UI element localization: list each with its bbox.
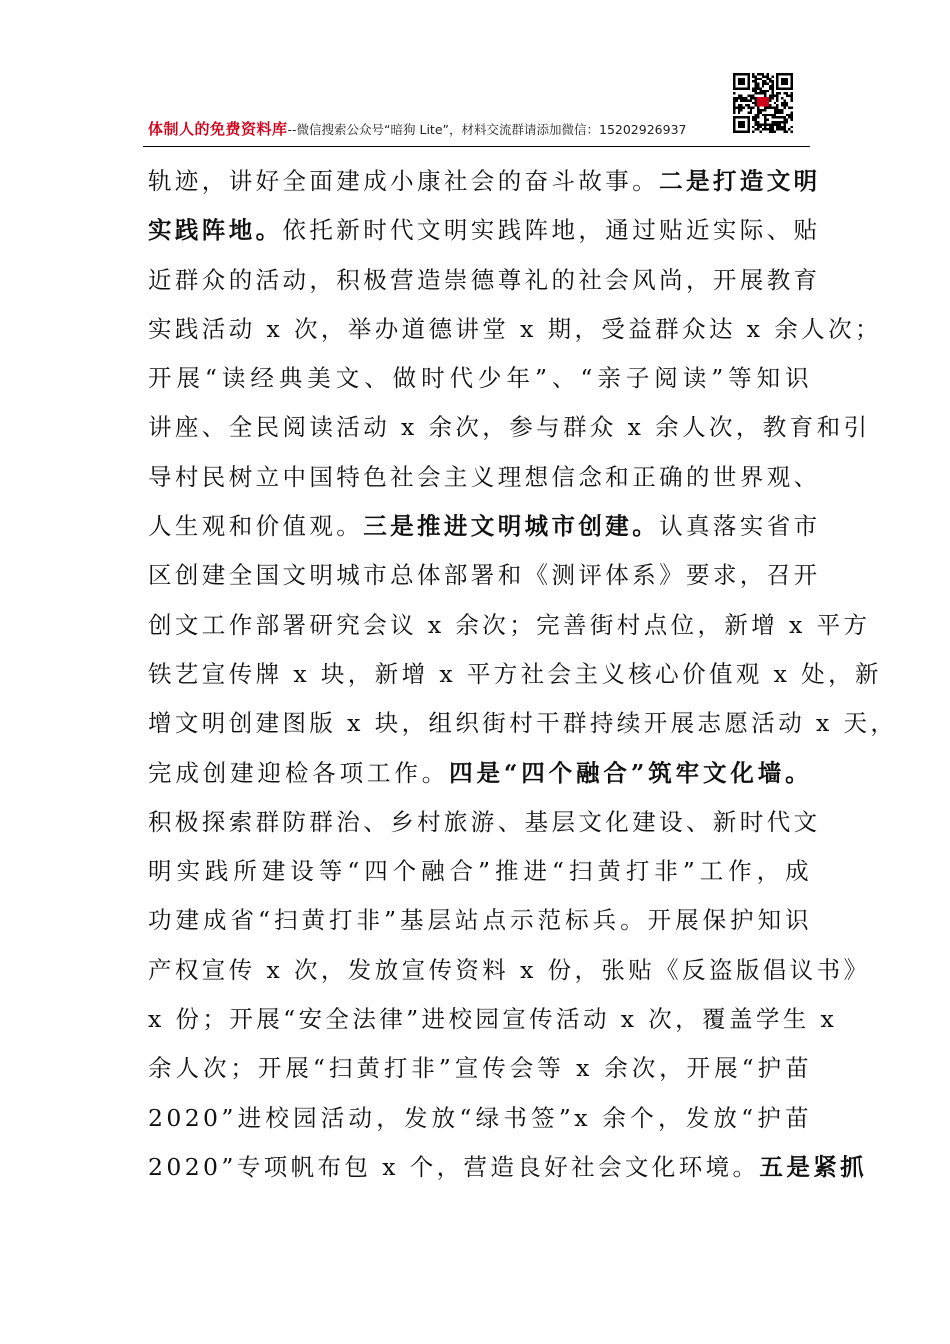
qr-module (771, 83, 773, 85)
qr-module (764, 92, 766, 94)
qr-module (779, 121, 781, 123)
qr-module (779, 109, 781, 111)
qr-module (788, 116, 790, 118)
qr-module (755, 99, 757, 101)
qr-module (791, 114, 793, 116)
qr-module (738, 109, 740, 111)
qr-module (762, 73, 764, 75)
qr-module (755, 87, 757, 89)
text-line: 增文明创建图版 x 块，组织街村干群持续开展志愿活动 x 天， (148, 709, 898, 738)
qr-module (781, 128, 783, 130)
qr-module (745, 97, 747, 99)
qr-module (783, 107, 785, 109)
qr-module (757, 116, 759, 118)
qr-module (769, 123, 771, 125)
qr-module (791, 119, 793, 121)
header-note: --微信搜索公众号“暗狗 Lite”，材料交流群请添加微信：15202926937 (287, 122, 687, 137)
qr-module (771, 87, 773, 89)
qr-module (759, 109, 761, 111)
qr-module (767, 119, 769, 121)
qr-module (769, 85, 771, 87)
qr-module (771, 128, 773, 130)
qr-module (771, 123, 773, 125)
qr-module (755, 102, 757, 104)
qr-module (738, 111, 740, 113)
qr-module (747, 104, 749, 106)
qr-module (757, 109, 759, 111)
qr-module (769, 97, 771, 99)
qr-module (781, 97, 783, 99)
qr-module (762, 109, 764, 111)
qr-module (757, 126, 759, 128)
qr-module (786, 92, 788, 94)
qr-module (767, 73, 769, 75)
qr-module (776, 128, 778, 130)
qr-module (767, 78, 769, 80)
qr-module (752, 131, 754, 133)
qr-module (755, 123, 757, 125)
qr-module (783, 123, 785, 125)
qr-module (767, 128, 769, 130)
qr-module (791, 92, 793, 94)
qr-module (788, 128, 790, 130)
qr-module (771, 121, 773, 123)
qr-module (762, 83, 764, 85)
qr-module (779, 92, 781, 94)
qr-module (755, 114, 757, 116)
qr-module (786, 131, 788, 133)
qr-module (752, 90, 754, 92)
qr-module (759, 111, 761, 113)
qr-module (757, 114, 759, 116)
qr-module (743, 97, 745, 99)
qr-module (755, 83, 757, 85)
qr-module (776, 109, 778, 111)
qr-module (750, 95, 752, 97)
qr-module (747, 107, 749, 109)
text-line: 2020”进校园活动，发放“绿书签”x 余个，发放“护苗 (148, 1103, 812, 1132)
text-line: 实践活动 x 次，举办道德讲堂 x 期，受益群众达 x 余人次； (148, 314, 882, 343)
qr-module (745, 99, 747, 101)
qr-module (769, 131, 771, 133)
qr-module (762, 90, 764, 92)
qr-module (752, 97, 754, 99)
text-line: 实践阵地。依托新时代文明实践阵地，通过贴近实际、贴 (148, 216, 821, 245)
qr-module (783, 131, 785, 133)
text-line: 人生观和价值观。三是推进文明城市创建。认真落实省市 (148, 512, 821, 541)
qr-module (759, 126, 761, 128)
qr-module (786, 119, 788, 121)
qr-module (764, 83, 766, 85)
qr-module (752, 119, 754, 121)
qr-module (759, 87, 761, 89)
qr-module (752, 102, 754, 104)
qr-module (786, 121, 788, 123)
qr-module (791, 111, 793, 113)
qr-module (764, 75, 766, 77)
qr-module (779, 128, 781, 130)
qr-module (735, 99, 737, 101)
qr-module (733, 111, 735, 113)
qr-module (757, 128, 759, 130)
qr-module (764, 126, 766, 128)
qr-module (757, 85, 759, 87)
qr-module (776, 97, 778, 99)
text-line: 导村民树立中国特色社会主义理想信念和正确的世界观、 (148, 462, 821, 491)
qr-module (776, 111, 778, 113)
qr-module (757, 87, 759, 89)
qr-module (783, 99, 785, 101)
qr-module (774, 102, 776, 104)
qr-module (786, 102, 788, 104)
qr-module (757, 83, 759, 85)
qr-module (783, 119, 785, 121)
qr-module (743, 99, 745, 101)
qr-module (779, 123, 781, 125)
text-line: 完成创建迎检各项工作。四是“四个融合”筑牢文化墙。 (148, 758, 812, 787)
qr-module (791, 99, 793, 101)
qr-module (771, 107, 773, 109)
qr-module (752, 95, 754, 97)
qr-module (791, 131, 793, 133)
qr-module (752, 87, 754, 89)
qr-module (762, 80, 764, 82)
qr-code-icon (733, 73, 793, 133)
qr-module (740, 107, 742, 109)
qr-module (771, 75, 773, 77)
text-line: 创文工作部署研究会议 x 余次；完善街村点位，新增 x 平方 (148, 610, 871, 639)
qr-module (755, 104, 757, 106)
qr-module (752, 75, 754, 77)
qr-module (764, 80, 766, 82)
qr-module (791, 97, 793, 99)
qr-module (774, 111, 776, 113)
qr-module (788, 107, 790, 109)
qr-module (745, 104, 747, 106)
qr-module (762, 114, 764, 116)
qr-module (776, 104, 778, 106)
qr-module (774, 114, 776, 116)
text-line: 开展“读经典美文、做时代少年”、“亲子阅读”等知识 (148, 364, 812, 393)
qr-module (771, 92, 773, 94)
qr-module (750, 107, 752, 109)
qr-module (767, 107, 769, 109)
qr-module (783, 104, 785, 106)
qr-module (752, 73, 754, 75)
text-line: 产权宣传 x 次，发放宣传资料 x 份，张贴《反盗版倡议书》 (148, 955, 871, 984)
qr-module (783, 92, 785, 94)
qr-module (771, 80, 773, 82)
qr-module (783, 121, 785, 123)
qr-module (779, 126, 781, 128)
qr-module (750, 99, 752, 101)
qr-module (769, 126, 771, 128)
text-line: 轨迹，讲好全面建成小康社会的奋斗故事。二是打造文明 (148, 167, 821, 195)
qr-module (755, 75, 757, 77)
qr-module (733, 102, 735, 104)
qr-module (740, 104, 742, 106)
qr-module (771, 95, 773, 97)
qr-module (759, 90, 761, 92)
qr-module (733, 104, 735, 106)
qr-module (776, 107, 778, 109)
qr-module (769, 128, 771, 130)
qr-module (764, 107, 766, 109)
qr-module (759, 78, 761, 80)
qr-module (738, 107, 740, 109)
qr-module (774, 109, 776, 111)
qr-module (764, 116, 766, 118)
qr-module (769, 78, 771, 80)
qr-module (771, 97, 773, 99)
qr-module (750, 97, 752, 99)
qr-module (791, 95, 793, 97)
qr-module (750, 109, 752, 111)
qr-module (733, 109, 735, 111)
qr-module (767, 90, 769, 92)
qr-module (755, 119, 757, 121)
qr-module (759, 131, 761, 133)
qr-module (764, 121, 766, 123)
qr-module (781, 104, 783, 106)
qr-module (769, 104, 771, 106)
qr-module (757, 73, 759, 75)
qr-module (776, 95, 778, 97)
qr-module (774, 95, 776, 97)
qr-module (776, 123, 778, 125)
qr-module (771, 116, 773, 118)
qr-module (757, 107, 759, 109)
text-line: 讲座、全民阅读活动 x 余次，参与群众 x 余人次，教育和引 (148, 413, 871, 442)
qr-module (735, 107, 737, 109)
qr-module (755, 78, 757, 80)
header-divider (143, 146, 810, 147)
qr-module (757, 78, 759, 80)
text-line: 铁艺宣传牌 x 块，新增 x 平方社会主义核心价值观 x 处，新 (148, 659, 882, 688)
qr-module (771, 126, 773, 128)
qr-module (764, 123, 766, 125)
qr-module (769, 95, 771, 97)
qr-module (755, 128, 757, 130)
qr-module (776, 92, 778, 94)
qr-module (755, 121, 757, 123)
qr-module (764, 128, 766, 130)
qr-module (791, 126, 793, 128)
text-line: 2020”专项帆布包 x 个，营造良好社会文化环境。五是紧抓 (148, 1152, 868, 1181)
qr-module (786, 104, 788, 106)
qr-module (752, 80, 754, 82)
qr-module (774, 121, 776, 123)
qr-module (786, 95, 788, 97)
qr-module (783, 102, 785, 104)
qr-module (755, 92, 757, 94)
qr-module (755, 116, 757, 118)
qr-module (783, 128, 785, 130)
qr-module (781, 111, 783, 113)
qr-module (767, 123, 769, 125)
qr-module (776, 116, 778, 118)
qr-module (762, 123, 764, 125)
qr-module (757, 92, 759, 94)
qr-module (747, 99, 749, 101)
qr-module (733, 92, 735, 94)
qr-module (733, 107, 735, 109)
qr-module (774, 123, 776, 125)
qr-module (738, 104, 740, 106)
qr-module (781, 102, 783, 104)
qr-module (769, 99, 771, 101)
qr-module (733, 97, 735, 99)
qr-module (779, 116, 781, 118)
qr-module (757, 121, 759, 123)
qr-module (767, 75, 769, 77)
qr-module (743, 107, 745, 109)
qr-module (733, 99, 735, 101)
qr-module (740, 99, 742, 101)
text-line: 功建成省“扫黄打非”基层站点示范标兵。开展保护知识 (148, 906, 812, 935)
qr-module (757, 111, 759, 113)
qr-module (747, 111, 749, 113)
text-line: x 份；开展“安全法律”进校园宣传活动 x 次，覆盖学生 x (148, 1005, 838, 1034)
qr-module (781, 109, 783, 111)
qr-module (786, 114, 788, 116)
qr-module (755, 85, 757, 87)
qr-module (740, 95, 742, 97)
qr-module (771, 90, 773, 92)
qr-module (776, 121, 778, 123)
qr-module (781, 121, 783, 123)
qr-module (762, 75, 764, 77)
qr-module (771, 131, 773, 133)
qr-module (740, 109, 742, 111)
qr-module (771, 114, 773, 116)
qr-module (755, 97, 757, 99)
qr-badge (757, 97, 769, 107)
qr-module (738, 95, 740, 97)
qr-module (779, 111, 781, 113)
qr-module (755, 90, 757, 92)
qr-module (764, 95, 766, 97)
qr-module (774, 116, 776, 118)
header-brand: 体制人的免费资料库 (148, 120, 288, 138)
page-header (148, 118, 812, 146)
qr-module (764, 109, 766, 111)
qr-module (735, 97, 737, 99)
qr-module (752, 116, 754, 118)
text-line: 积极探索群防群治、乡村旅游、基层文化建设、新时代文 (148, 807, 821, 836)
qr-module (769, 80, 771, 82)
qr-module (740, 97, 742, 99)
qr-module (752, 126, 754, 128)
qr-module (759, 92, 761, 94)
text-line: 区创建全国文明城市总体部署和《测评体系》要求，召开 (148, 561, 821, 590)
qr-module (757, 123, 759, 125)
qr-module (759, 73, 761, 75)
document-body (148, 157, 898, 1192)
qr-module (752, 107, 754, 109)
text-line: 近群众的活动，积极营造崇德尊礼的社会风尚，开展教育 (148, 265, 821, 294)
qr-module (762, 85, 764, 87)
qr-module (776, 126, 778, 128)
qr-module (781, 126, 783, 128)
text-line: 明实践所建设等“四个融合”推进“扫黄打非”工作，成 (148, 857, 812, 886)
qr-module (759, 123, 761, 125)
qr-module (776, 99, 778, 101)
qr-module (767, 83, 769, 85)
qr-module (769, 114, 771, 116)
qr-module (788, 114, 790, 116)
qr-module (764, 90, 766, 92)
qr-module (762, 92, 764, 94)
qr-module (783, 116, 785, 118)
qr-module (767, 114, 769, 116)
qr-module (764, 119, 766, 121)
qr-module (774, 131, 776, 133)
qr-module (774, 107, 776, 109)
qr-module (738, 97, 740, 99)
qr-module (791, 107, 793, 109)
qr-module (764, 114, 766, 116)
qr-module (755, 80, 757, 82)
qr-module (750, 111, 752, 113)
qr-module (788, 95, 790, 97)
qr-module (762, 128, 764, 130)
qr-module (783, 126, 785, 128)
qr-module (769, 107, 771, 109)
qr-module (747, 95, 749, 97)
qr-module (771, 85, 773, 87)
qr-module (791, 116, 793, 118)
qr-module (769, 87, 771, 89)
qr-module (781, 116, 783, 118)
text-line: 余人次；开展“扫黄打非”宣传会等 x 余次，开展“护苗 (148, 1054, 812, 1083)
